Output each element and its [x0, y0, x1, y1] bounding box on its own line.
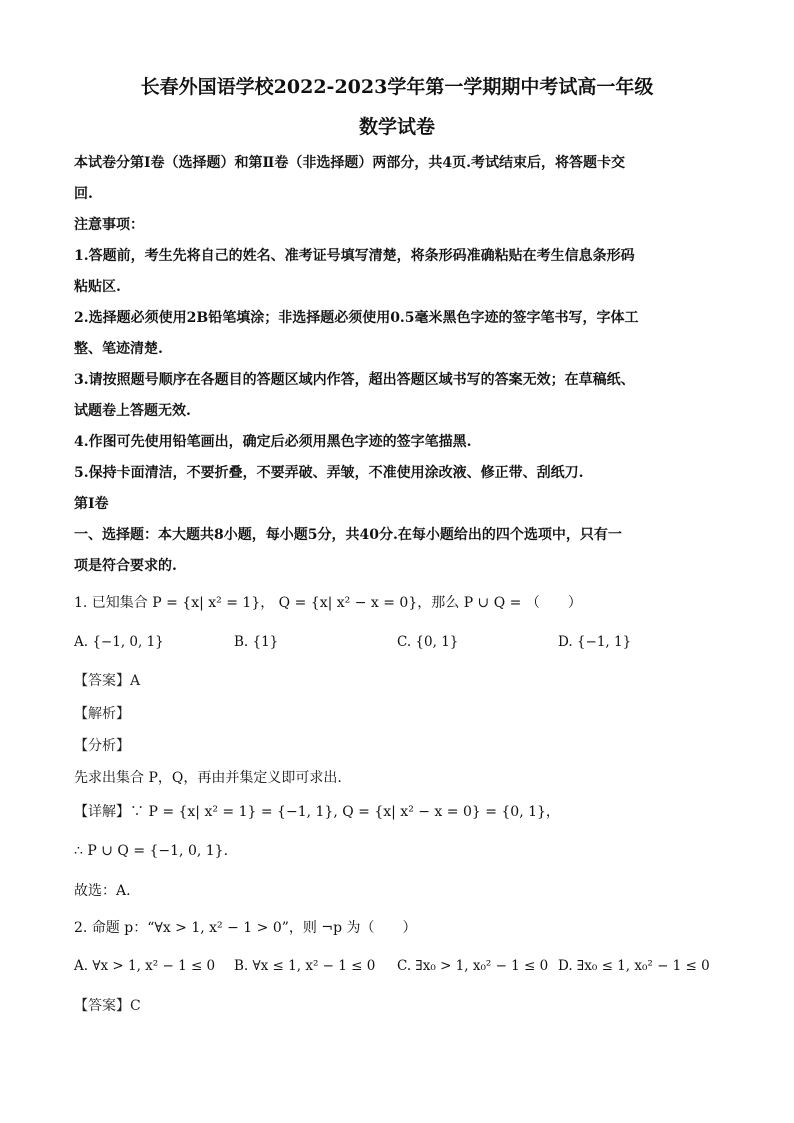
q1-detail: 【详解】∵ P = {x| x² = 1} = {−1, 1}, Q = {x| x² − x = 0} = {0, 1}， — [74, 804, 560, 820]
note-4: 4.作图可先使用铅笔画出，确定后必须用黑色字迹的签字笔描黑. — [74, 434, 472, 450]
note-5: 5.保持卡面清洁，不要折叠，不要弄破、弄皱，不准使用涂改液、修正带、刮纸刀. — [74, 465, 584, 481]
note-1a: 1.答题前，考生先将自己的姓名、准考证号填写清楚，将条形码准确粘贴在考生信息条形码 — [74, 248, 635, 264]
q1-option-a: A. {−1, 0, 1} — [74, 634, 164, 650]
section-1-line-b: 项是符合要求的. — [74, 558, 177, 574]
q1-choose: 故选：A. — [74, 883, 131, 899]
q2-answer: 【答案】C — [74, 998, 141, 1014]
intro-line-2: 回. — [74, 186, 93, 202]
q2-option-a: A. ∀x > 1, x² − 1 ≤ 0 — [74, 958, 216, 974]
q1-option-d: D. {−1, 1} — [558, 634, 632, 650]
note-1b: 粘贴区. — [74, 279, 121, 295]
note-2a: 2.选择题必须使用2B铅笔填涂；非选择题必须使用0.5毫米黑色字迹的签字笔书写，字体工 — [74, 310, 639, 326]
note-3b: 试题卷上答题无效. — [74, 403, 191, 419]
question-2-stem: 2. 命题 p：“∀x > 1, x² − 1 > 0”，则 ¬p 为（ ） — [74, 920, 417, 936]
q1-answer: 【答案】A — [74, 673, 141, 689]
page-title: 长春外国语学校2022-2023学年第一学期期中考试高一年级 — [140, 76, 654, 98]
note-3a: 3.请按照题号顺序在各题目的答题区域内作答，超出答题区域书写的答案无效；在草稿纸、 — [74, 372, 635, 388]
notes-heading: 注意事项： — [74, 217, 144, 233]
q1-option-c: C. {0, 1} — [397, 634, 459, 650]
page-subtitle: 数学试卷 — [358, 116, 435, 138]
part-1-label: 第Ⅰ卷 — [74, 496, 109, 512]
q1-fenxi-label: 【分析】 — [74, 738, 130, 754]
q1-therefore: ∴ P ∪ Q = {−1, 0, 1}. — [74, 843, 229, 859]
section-1-line-a: 一、选择题：本大题共8小题，每小题5分，共40分.在每小题给出的四个选项中，只有一 — [74, 527, 622, 543]
q1-analysis-label: 【解析】 — [74, 706, 130, 722]
q1-option-b: B. {1} — [234, 634, 279, 650]
q2-option-c: C. ∃x₀ > 1, x₀² − 1 ≤ 0 — [397, 958, 549, 974]
q1-fenxi-text: 先求出集合 P，Q，再由并集定义即可求出. — [74, 770, 342, 786]
q2-option-b: B. ∀x ≤ 1, x² − 1 ≤ 0 — [234, 958, 376, 974]
q2-option-d: D. ∃x₀ ≤ 1, x₀² − 1 ≤ 0 — [558, 958, 710, 974]
note-2b: 整、笔迹清楚. — [74, 341, 163, 357]
question-1-stem: 1. 已知集合 P = {x| x² = 1}， Q = {x| x² − x = 0}，那么 P ∪ Q = （ ） — [74, 595, 582, 611]
intro-line-1: 本试卷分第Ⅰ卷（选择题）和第Ⅱ卷（非选择题）两部分，共4页.考试结束后，将答题卡交 — [74, 155, 625, 171]
